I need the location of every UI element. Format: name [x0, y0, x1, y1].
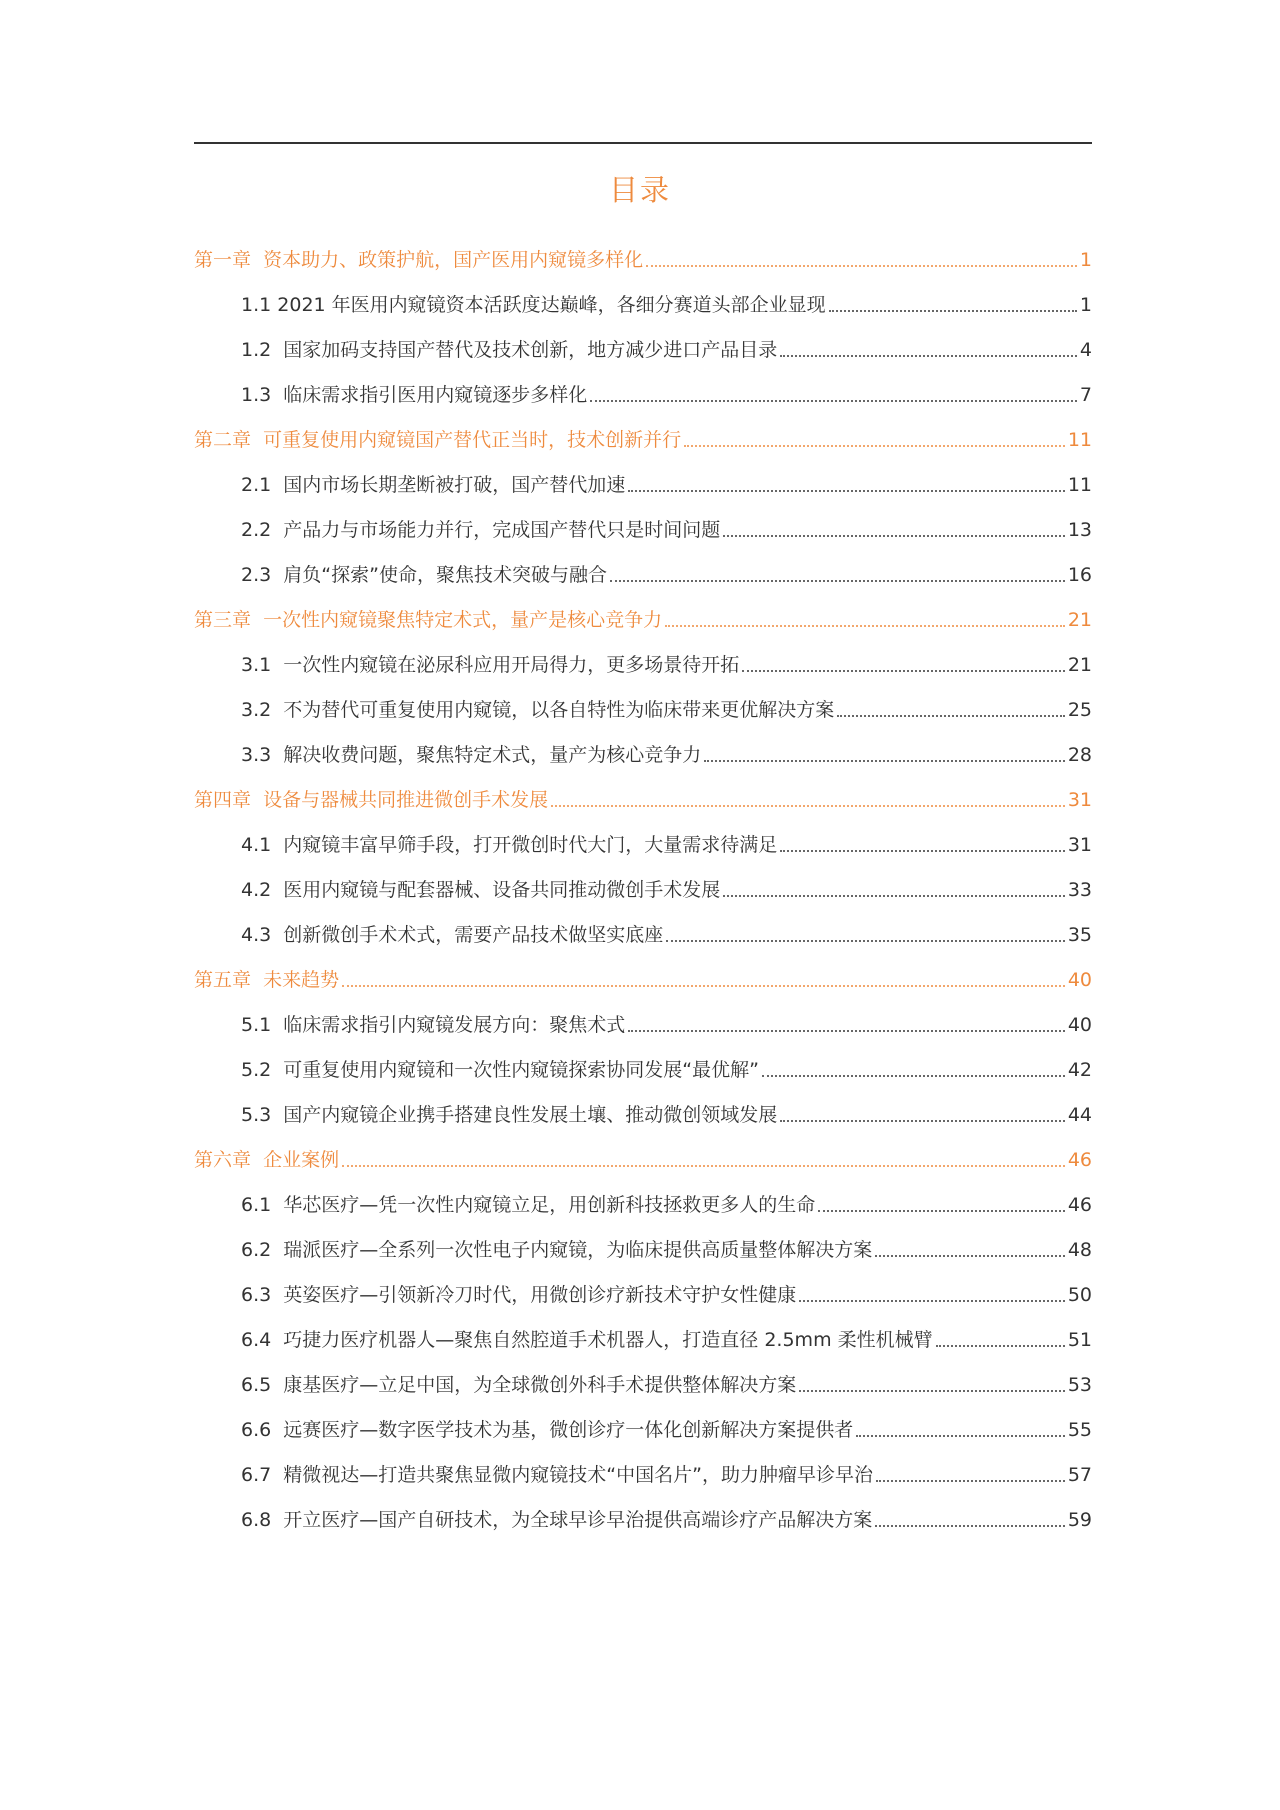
toc-entry-number: 第六章: [194, 1149, 264, 1171]
dot-leader: [723, 895, 1065, 897]
dot-leader: [780, 1120, 1065, 1122]
toc-entry-number: 4.3: [241, 924, 284, 946]
toc-page-number: 1: [1079, 294, 1092, 316]
toc-entry-number: 6.5: [241, 1374, 284, 1396]
toc-entry-number: 3.2: [241, 699, 284, 721]
toc-page-number: 48: [1067, 1239, 1092, 1261]
toc-entry-title: 2021 年医用内窥镜资本活跃度达巅峰，各细分赛道头部企业显现: [277, 294, 826, 316]
toc-section-entry[interactable]: [194, 1406, 1092, 1451]
toc-page-number: 16: [1067, 564, 1092, 586]
toc-page-number: 4: [1079, 339, 1092, 361]
toc-section-entry[interactable]: [194, 866, 1092, 911]
dot-leader: [551, 805, 1065, 807]
toc-section-entry[interactable]: [194, 641, 1092, 686]
toc-entry-number: 6.3: [241, 1284, 284, 1306]
toc-entry-title: 内窥镜丰富早筛手段，打开微创时代大门，大量需求待满足: [283, 834, 778, 856]
toc-entry-title: 一次性内窥镜在泌尿科应用开局得力，更多场景待开拓: [283, 654, 740, 676]
toc-entry-number: 5.1: [241, 1014, 284, 1036]
dot-leader: [780, 355, 1077, 357]
toc-entry-number: 5.2: [241, 1059, 284, 1081]
toc-entry-number: 6.6: [241, 1419, 284, 1441]
toc-page-number: 21: [1067, 609, 1092, 631]
toc-chapter-entry[interactable]: [194, 236, 1092, 281]
dot-leader: [856, 1435, 1065, 1437]
toc-entry-number: 4.1: [241, 834, 284, 856]
toc-page-number: 35: [1067, 924, 1092, 946]
toc-section-entry[interactable]: [194, 1091, 1092, 1136]
dot-leader: [875, 1525, 1065, 1527]
toc-page-number: 51: [1067, 1329, 1092, 1351]
toc-section-entry[interactable]: [194, 326, 1092, 371]
toc-chapter-entry[interactable]: [194, 416, 1092, 461]
toc-section-entry[interactable]: [194, 551, 1092, 596]
toc-entry-number: 第五章: [194, 969, 264, 991]
toc-entry-number: 2.3: [241, 564, 284, 586]
toc-page-number: 1: [1079, 249, 1092, 271]
toc-entry-title: 开立医疗—国产自研技术，为全球早诊早治提供高端诊疗产品解决方案: [283, 1509, 873, 1531]
toc-entry-number: 第三章: [194, 609, 264, 631]
dot-leader: [665, 625, 1065, 627]
toc-entry-title: 创新微创手术术式，需要产品技术做坚实底座: [283, 924, 664, 946]
toc-section-entry[interactable]: [194, 1496, 1092, 1541]
toc-entry-title: 未来趋势: [263, 969, 340, 991]
dot-leader: [936, 1345, 1065, 1347]
toc-entry-title: 临床需求指引医用内窥镜逐步多样化: [283, 384, 588, 406]
toc-page-number: 59: [1067, 1509, 1092, 1531]
toc-page-number: 40: [1067, 1014, 1092, 1036]
toc-chapter-entry[interactable]: [194, 1136, 1092, 1181]
dot-leader: [762, 1075, 1065, 1077]
toc-chapter-entry[interactable]: [194, 596, 1092, 641]
toc-page-number: 33: [1067, 879, 1092, 901]
toc-entry-title: 瑞派医疗—全系列一次性电子内窥镜，为临床提供高质量整体解决方案: [283, 1239, 873, 1261]
toc-entry-number: 3.3: [241, 744, 284, 766]
toc-page-number: 53: [1067, 1374, 1092, 1396]
top-rule: [194, 142, 1092, 144]
table-of-contents: [194, 236, 1092, 1541]
toc-chapter-entry[interactable]: [194, 776, 1092, 821]
toc-entry-title: 临床需求指引内窥镜发展方向：聚焦术式: [283, 1014, 626, 1036]
toc-page-number: 46: [1067, 1194, 1092, 1216]
toc-section-entry[interactable]: [194, 1001, 1092, 1046]
toc-entry-number: 6.2: [241, 1239, 284, 1261]
dot-leader: [628, 1030, 1065, 1032]
toc-page-number: 42: [1067, 1059, 1092, 1081]
toc-entry-title: 资本助力、政策护航，国产医用内窥镜多样化: [263, 249, 644, 271]
dot-leader: [704, 760, 1065, 762]
toc-page-number: 11: [1067, 474, 1092, 496]
toc-page-number: 21: [1067, 654, 1092, 676]
dot-leader: [799, 1300, 1065, 1302]
toc-entry-number: 6.7: [241, 1464, 284, 1486]
dot-leader: [610, 580, 1065, 582]
toc-entry-title: 医用内窥镜与配套器械、设备共同推动微创手术发展: [283, 879, 721, 901]
dot-leader: [666, 940, 1065, 942]
toc-page-number: 50: [1067, 1284, 1092, 1306]
toc-page-number: 57: [1067, 1464, 1092, 1486]
toc-entry-title: 设备与器械共同推进微创手术发展: [263, 789, 549, 811]
toc-section-entry[interactable]: [194, 461, 1092, 506]
toc-entry-title: 产品力与市场能力并行，完成国产替代只是时间问题: [283, 519, 721, 541]
dot-leader: [590, 400, 1077, 402]
dot-leader: [780, 850, 1065, 852]
toc-entry-title: 国家加码支持国产替代及技术创新，地方减少进口产品目录: [283, 339, 778, 361]
toc-section-entry[interactable]: [194, 1271, 1092, 1316]
toc-entry-number: 6.1: [241, 1194, 284, 1216]
toc-entry-title: 巧捷力医疗机器人—聚焦自然腔道手术机器人，打造直径 2.5mm 柔性机械臂: [283, 1329, 933, 1351]
dot-leader: [875, 1255, 1065, 1257]
toc-entry-title: 康基医疗—立足中国，为全球微创外科手术提供整体解决方案: [283, 1374, 797, 1396]
toc-entry-number: 3.1: [241, 654, 284, 676]
toc-page-number: 31: [1067, 789, 1092, 811]
toc-entry-title: 可重复使用内窥镜国产替代正当时，技术创新并行: [263, 429, 682, 451]
toc-entry-title: 一次性内窥镜聚焦特定术式，量产是核心竞争力: [263, 609, 663, 631]
toc-page-number: 13: [1067, 519, 1092, 541]
dot-leader: [829, 310, 1077, 312]
toc-section-entry[interactable]: [194, 1316, 1092, 1361]
dot-leader: [818, 1210, 1065, 1212]
toc-entry-number: 1.1: [241, 294, 278, 316]
toc-section-entry[interactable]: [194, 1226, 1092, 1271]
toc-entry-title: 远赛医疗—数字医学技术为基，微创诊疗一体化创新解决方案提供者: [283, 1419, 854, 1441]
dot-leader: [646, 265, 1077, 267]
toc-entry-number: 2.1: [241, 474, 284, 496]
toc-entry-number: 第一章: [194, 249, 264, 271]
dot-leader: [876, 1480, 1065, 1482]
toc-entry-number: 1.2: [241, 339, 284, 361]
toc-entry-number: 1.3: [241, 384, 284, 406]
toc-page-number: 25: [1067, 699, 1092, 721]
dot-leader: [723, 535, 1065, 537]
toc-entry-title: 可重复使用内窥镜和一次性内窥镜探索协同发展“最优解”: [283, 1059, 759, 1081]
toc-entry-title: 不为替代可重复使用内窥镜，以各自特性为临床带来更优解决方案: [283, 699, 835, 721]
toc-section-entry[interactable]: [194, 1181, 1092, 1226]
toc-entry-number: 6.4: [241, 1329, 284, 1351]
toc-section-entry[interactable]: [194, 281, 1092, 326]
toc-section-entry[interactable]: [194, 731, 1092, 776]
toc-page-number: 46: [1067, 1149, 1092, 1171]
toc-entry-number: 6.8: [241, 1509, 284, 1531]
dot-leader: [837, 715, 1065, 717]
toc-entry-number: 第二章: [194, 429, 264, 451]
dot-leader: [342, 1165, 1065, 1167]
toc-section-entry[interactable]: [194, 821, 1092, 866]
toc-entry-title: 英姿医疗—引领新冷刀时代，用微创诊疗新技术守护女性健康: [283, 1284, 797, 1306]
toc-entry-title: 解决收费问题，聚焦特定术式，量产为核心竞争力: [283, 744, 702, 766]
dot-leader: [742, 670, 1065, 672]
toc-section-entry[interactable]: [194, 371, 1092, 416]
toc-page-number: 31: [1067, 834, 1092, 856]
dot-leader: [342, 985, 1065, 987]
toc-page-number: 40: [1067, 969, 1092, 991]
toc-title: 目录: [608, 173, 671, 207]
toc-section-entry[interactable]: [194, 686, 1092, 731]
toc-entry-title: 精微视达—打造共聚焦显微内窥镜技术“中国名片”，助力肿瘤早诊早治: [283, 1464, 873, 1486]
toc-section-entry[interactable]: [194, 1361, 1092, 1406]
toc-page-number: 7: [1079, 384, 1092, 406]
toc-entry-title: 肩负“探索”使命，聚焦技术突破与融合: [283, 564, 607, 586]
toc-entry-number: 2.2: [241, 519, 284, 541]
toc-entry-number: 4.2: [241, 879, 284, 901]
toc-section-entry[interactable]: [194, 911, 1092, 956]
toc-entry-number: 5.3: [241, 1104, 284, 1126]
dot-leader: [628, 490, 1065, 492]
toc-entry-number: 第四章: [194, 789, 264, 811]
toc-page-number: 11: [1067, 429, 1092, 451]
toc-entry-title: 国内市场长期垄断被打破，国产替代加速: [283, 474, 626, 496]
toc-page-number: 44: [1067, 1104, 1092, 1126]
toc-section-entry[interactable]: [194, 1046, 1092, 1091]
toc-section-entry[interactable]: [194, 1451, 1092, 1496]
dot-leader: [799, 1390, 1065, 1392]
toc-page-number: 28: [1067, 744, 1092, 766]
toc-chapter-entry[interactable]: [194, 956, 1092, 1001]
toc-section-entry[interactable]: [194, 506, 1092, 551]
toc-entry-title: 国产内窥镜企业携手搭建良性发展土壤、推动微创领域发展: [283, 1104, 778, 1126]
toc-entry-title: 华芯医疗—凭一次性内窥镜立足，用创新科技拯救更多人的生命: [283, 1194, 816, 1216]
dot-leader: [684, 445, 1065, 447]
toc-entry-title: 企业案例: [263, 1149, 340, 1171]
toc-page-number: 55: [1067, 1419, 1092, 1441]
